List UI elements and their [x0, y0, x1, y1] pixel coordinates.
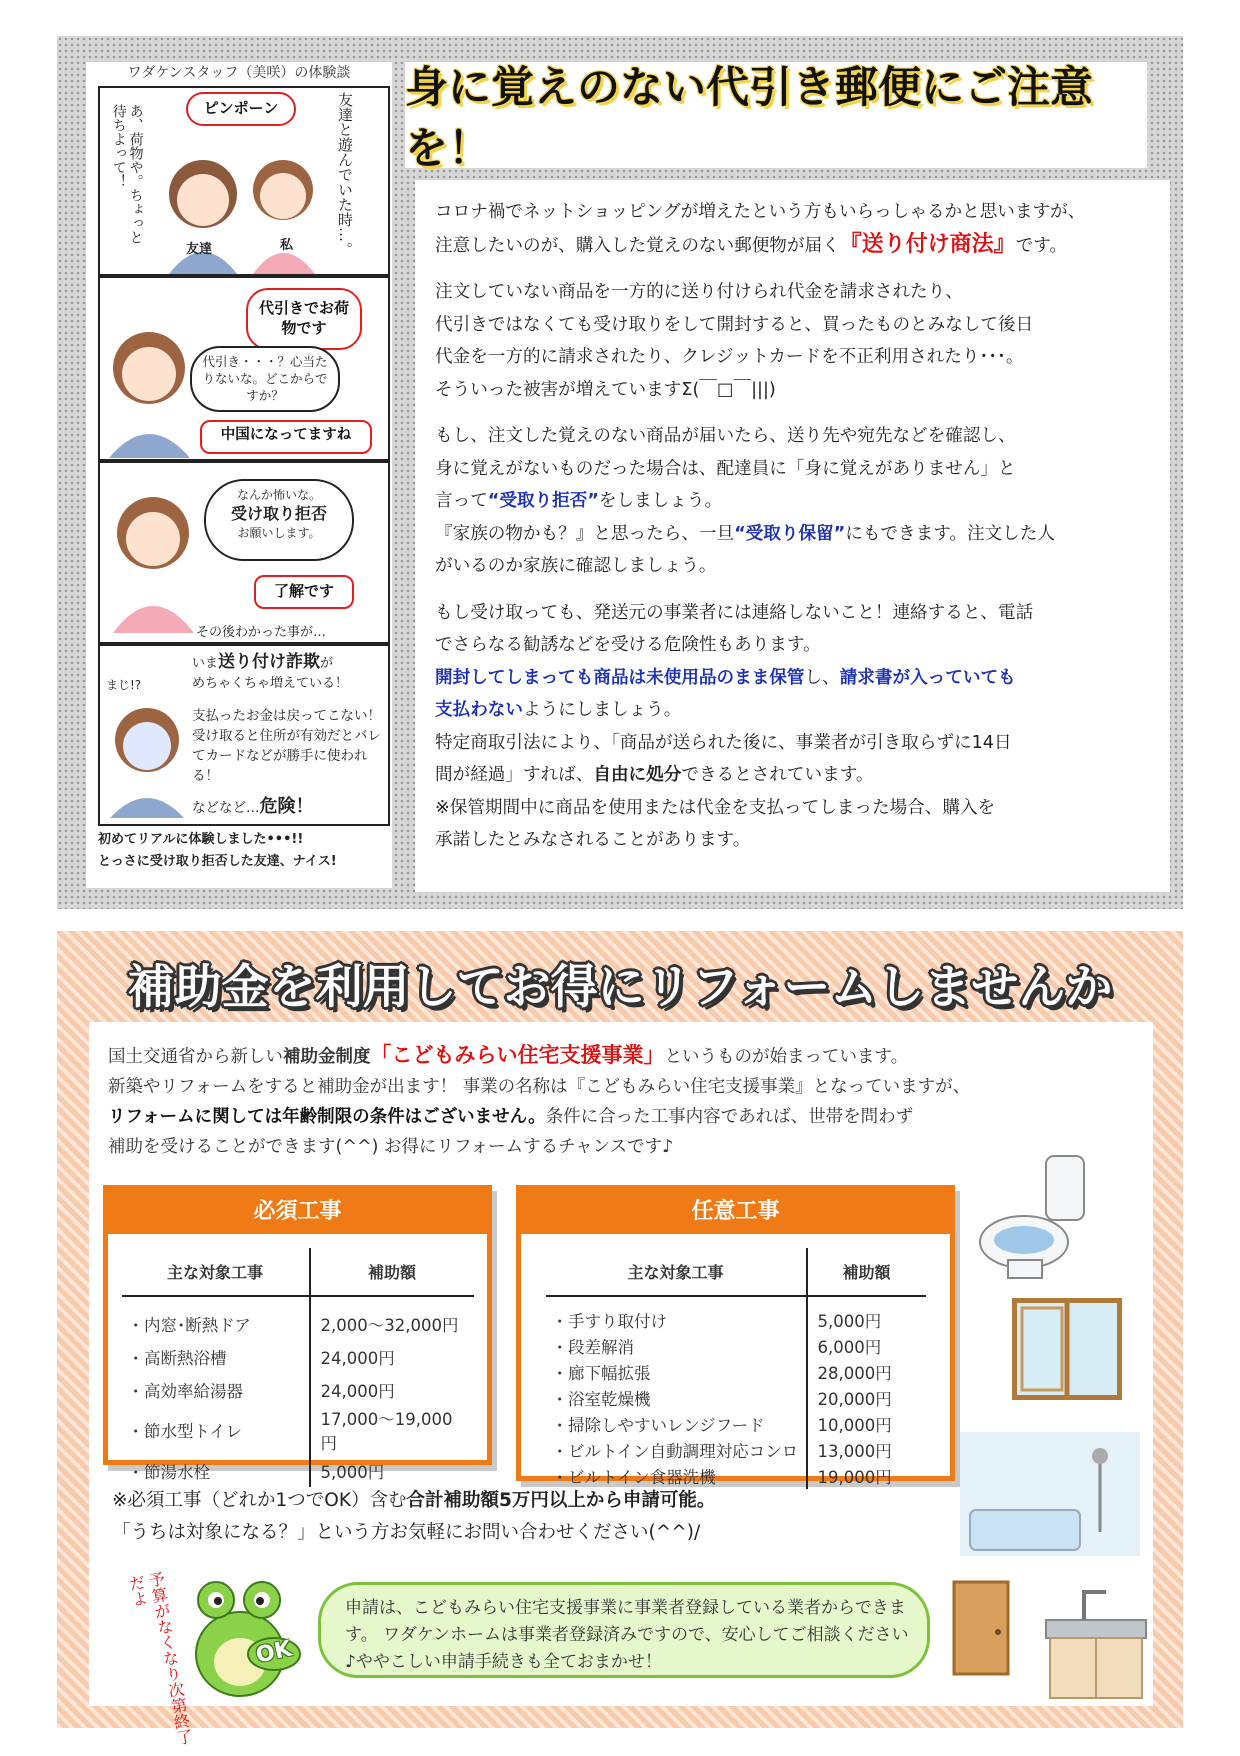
table-row — [546, 1359, 926, 1385]
subsidy-amount: 10,000円 — [807, 1411, 926, 1437]
article-p1-line1: コロナ禍でネットショッピングが増えたという方もいらっしゃるかと思いますが、 — [435, 202, 1086, 222]
article-p4-line8: 承諾したとみなされることがあります。 — [435, 830, 751, 850]
subsidy-amount: 5,000円 — [807, 1296, 926, 1333]
two-women-illustration — [155, 134, 335, 274]
work-name: ・高断熱浴槽 — [127, 1348, 227, 1368]
article-p3-line2: 身に覚えがないものだった場合は、配達員に「身に覚えがありません」と — [435, 458, 1016, 479]
article-p3-line3-end: をしましょう。 — [598, 491, 723, 511]
keep-unused-keyword: 開封してしまっても商品は未使用品のまま保管 — [435, 667, 805, 688]
table-row — [122, 1406, 474, 1454]
subsidy-amount: 24,000円 — [310, 1340, 474, 1373]
subsidy-amount: 5,000円 — [310, 1454, 474, 1487]
work-name: ・廊下幅拡張 — [551, 1364, 651, 1383]
intro-line4: 補助を受けることができます(^^) お得にリフォームするチャンスです♪ — [108, 1137, 674, 1157]
program-name: 「こどもみらい住宅支援事業」 — [370, 1043, 665, 1067]
table-row — [546, 1385, 926, 1411]
article-p3-line4-end: にもできます。注文した人 — [845, 523, 1055, 544]
frog-ok-sign: OK — [253, 1636, 294, 1669]
article-title: 身に覚えのない代引き郵便にご注意を！ — [405, 63, 1093, 174]
required-col-works: 主な対象工事 — [122, 1248, 310, 1296]
subsidy-amount: 6,000円 — [807, 1333, 926, 1359]
work-name: ・節水型トイレ — [127, 1422, 243, 1441]
article-p2-line2: 代引きではなくても受け取りをして開封すると、買ったものとみなして後日 — [435, 314, 1034, 335]
window-illustration — [1012, 1298, 1122, 1400]
refuse-thought-line-3: お願いします。 — [237, 525, 321, 540]
article-paragraph-3 — [435, 420, 1155, 583]
comic-panel-4 — [98, 644, 390, 826]
woman-shocked-illustration — [106, 698, 188, 818]
note-line2: 「うちは対象になる？」という方お気軽にお問い合わせください(^^)/ — [112, 1522, 701, 1543]
article-p3-line3: 言って — [435, 491, 488, 511]
fraud-body-text: 支払ったお金は戻ってこない！受け取ると住所が有効だとバレてカードなどが勝手に使われる！ — [192, 708, 381, 784]
invoice-keyword: 請求書が入っていても — [839, 667, 1016, 688]
fraud-etc — [192, 792, 314, 818]
danger-text: 危険！ — [259, 796, 314, 817]
subsidy-amount: 20,000円 — [807, 1385, 926, 1411]
comic-speech-vertical: あ、荷物や。ちょっと待ちよって！ — [110, 104, 144, 244]
fraud-warning-text — [192, 652, 386, 694]
article-paragraph-1 — [435, 196, 1155, 262]
application-note — [112, 1485, 1012, 1549]
china-bubble: 中国になってますね — [200, 420, 372, 454]
comic-panel-3 — [98, 461, 390, 644]
subsidy-title: 補助金を利用してお得にリフォームしませんか — [127, 960, 1113, 1015]
work-name: ・高効率給湯器 — [127, 1381, 243, 1401]
article-p3-line4: 『家族の物かも？』と思ったら、一旦 — [435, 523, 735, 544]
article-p2-line1: 注文していない商品を一方的に送り付けられ代金を請求されたり、 — [435, 282, 963, 302]
fraud-line1-c: が — [320, 656, 334, 671]
optional-col-amount: 補助額 — [807, 1248, 926, 1296]
article-p1-line2: 注意したいのが、購入した覚えのない郵便物が届く — [435, 235, 840, 256]
work-name: ・節湯水栓 — [127, 1462, 210, 1482]
article-paragraph-2 — [435, 276, 1155, 406]
door-illustration — [952, 1580, 1010, 1676]
work-name: ・浴室乾燥機 — [551, 1390, 651, 1409]
article-paragraph-4 — [435, 597, 1155, 857]
intro-line1-bold: 補助金制度 — [283, 1047, 371, 1067]
woman-worried-illustration — [104, 318, 194, 458]
me-label: 私 — [280, 238, 294, 253]
table-row — [122, 1454, 474, 1487]
article-p2-line3: 代金を一方的に請求されたり、クレジットカードを不正利用されたり･･･。 — [435, 347, 1024, 367]
subsidy-intro — [108, 1040, 1148, 1162]
subsidy-amount: 17,000～19,000円 — [310, 1406, 474, 1454]
table-row — [546, 1437, 926, 1463]
table-row — [122, 1373, 474, 1406]
ok-bubble: 了解です — [254, 575, 354, 609]
article-p4-line5: 特定商取引法により、「商品が送られた後に、事業者が引き取らずに14日 — [435, 732, 1012, 753]
fraud-line2: めちゃくちゃ増えている！ — [192, 676, 349, 691]
article-p4-line1: もし受け取っても、発送元の事業者には連絡しないこと！連絡すると、電話 — [435, 602, 1034, 623]
intro-line3: 条件に合った工事内容であれば、世帯を問わず — [545, 1107, 914, 1127]
subsidy-amount: 13,000円 — [807, 1437, 926, 1463]
intro-line2: 新築やリフォームをすると補助金が出ます！ 事業の名称は『こどもみらい住宅支援事業』となっていますが、 — [108, 1077, 971, 1097]
optional-works-card — [516, 1185, 955, 1487]
work-name: ・ビルトイン食器洗機 — [551, 1468, 716, 1487]
article-p3-line1: もし、注文した覚えのない商品が届いたら、送り先や宛先などを確認し、 — [435, 426, 1016, 446]
comic-panel-1 — [98, 86, 390, 276]
work-name: ・ビルトイン自動調理対応コンロ — [551, 1442, 799, 1461]
article-p4-line2: でさらなる勧誘などを受ける危険性もあります。 — [435, 635, 821, 655]
fraud-etc-text: などなど… — [192, 800, 260, 816]
table-row — [546, 1296, 926, 1333]
article-p4-line6: 間が経過」すれば、 — [435, 765, 594, 785]
article-face: Σ(￣□￣|||) — [681, 379, 776, 400]
maji-text: まじ!? — [106, 678, 142, 692]
article-scheme-name: 『送り付け商法』 — [839, 231, 1016, 257]
intro-line3-bold: リフォームに関しては年齢制限の条件はございません。 — [108, 1107, 546, 1127]
required-works-heading: 必須工事 — [108, 1190, 487, 1234]
refuse-thought-line-1: なんか怖いな。 — [236, 488, 321, 502]
article-p3-line5: がいるのか家族に確認しましょう。 — [435, 556, 717, 576]
work-name: ・手すり取付け — [551, 1312, 667, 1331]
refuse-thought-bubble — [204, 479, 354, 561]
delivery-bubble: 代引きでお荷物です — [246, 288, 362, 350]
refuse-keyword: “受取り拒否” — [487, 491, 599, 511]
required-works-card — [103, 1185, 492, 1482]
work-name: ・段差解消 — [551, 1338, 634, 1357]
note-line1-bold: 合計補助額5万円以上から申請可能。 — [406, 1490, 716, 1511]
fraud-line1-a: いま — [192, 656, 219, 671]
thought-bubble: 代引き・・・？心当たりないな。どこからですか？ — [190, 346, 340, 412]
comic-panel-2 — [98, 276, 390, 461]
table-row — [546, 1333, 926, 1359]
table-row — [546, 1411, 926, 1437]
refuse-thought-line-2: 受け取り拒否 — [230, 504, 327, 524]
friend-label: 友達 — [186, 242, 213, 257]
subsidy-amount: 28,000円 — [807, 1359, 926, 1385]
frog-mascot-illustration — [180, 1570, 310, 1700]
comic-caption: ワダケンスタッフ（美咲）の体験談 — [127, 65, 351, 81]
article-p4-line4: ようにしましょう。 — [522, 700, 682, 720]
note-line1: ※必須工事（どれか1つでOK）含む — [112, 1490, 407, 1511]
optional-col-works: 主な対象工事 — [546, 1248, 807, 1296]
work-name: ・内窓･断熱ドア — [127, 1315, 251, 1335]
optional-rows — [546, 1296, 926, 1489]
budget-notice-vertical: 予算がなくなり次第終了だよ — [125, 1569, 195, 1747]
comic-narration-vertical: 友達と遊んでいた時…。 — [336, 92, 354, 257]
required-col-amount: 補助額 — [310, 1248, 474, 1296]
article-p1-end: です。 — [1015, 235, 1068, 256]
kitchen-sink-illustration — [1044, 1582, 1148, 1700]
subsidy-amount: 19,000円 — [807, 1463, 926, 1489]
doorbell-bubble: ピンポーン — [186, 92, 296, 126]
optional-works-table — [546, 1248, 926, 1489]
subsidy-amount: 24,000円 — [310, 1373, 474, 1406]
required-rows — [122, 1296, 474, 1487]
article-p4-line7: ※保管期間中に商品を使用または代金を支払ってしまった場合、購入を — [435, 797, 996, 818]
table-row — [122, 1340, 474, 1373]
intro-line1-a: 国土交通省から新しい — [108, 1047, 283, 1067]
optional-works-heading: 任意工事 — [521, 1190, 950, 1234]
fraud-line1-b: 送り付け詐欺 — [218, 652, 321, 672]
required-works-table — [122, 1248, 474, 1487]
after-caption: その後わかった事が… — [196, 625, 327, 640]
dispose-keyword: 自由に処分 — [593, 765, 682, 785]
article-body — [435, 196, 1155, 871]
application-speech-bubble: 申請は、こどもみらい住宅支援事業に事業者登録している業者からできます。 ワダケンホームは事業者登録済みですので、安心してご相談ください♪ややこしい申請手続きも全ておまかせ！ — [318, 1582, 930, 1678]
work-name: ・掃除しやすいレンジフード — [551, 1416, 765, 1435]
toilet-illustration — [972, 1150, 1092, 1280]
comic-footer-1: 初めてリアルに体験しました•••!! — [98, 832, 304, 847]
intro-line1-b: というものが始まっています。 — [664, 1047, 909, 1067]
hold-keyword: “受取り保留” — [734, 523, 846, 544]
woman-thinking-illustration — [108, 483, 198, 633]
article-p4-comma: し、 — [804, 667, 840, 688]
article-p2-line4: そういった被害が増えています — [435, 379, 682, 400]
comic-footer-2: とっさに受け取り拒否した友達、ナイス! — [98, 854, 337, 869]
table-row — [122, 1296, 474, 1340]
dont-pay-keyword: 支払わない — [435, 700, 523, 720]
article-p4-line6-end: できるとされています。 — [681, 765, 874, 785]
subsidy-amount: 2,000～32,000円 — [310, 1296, 474, 1340]
